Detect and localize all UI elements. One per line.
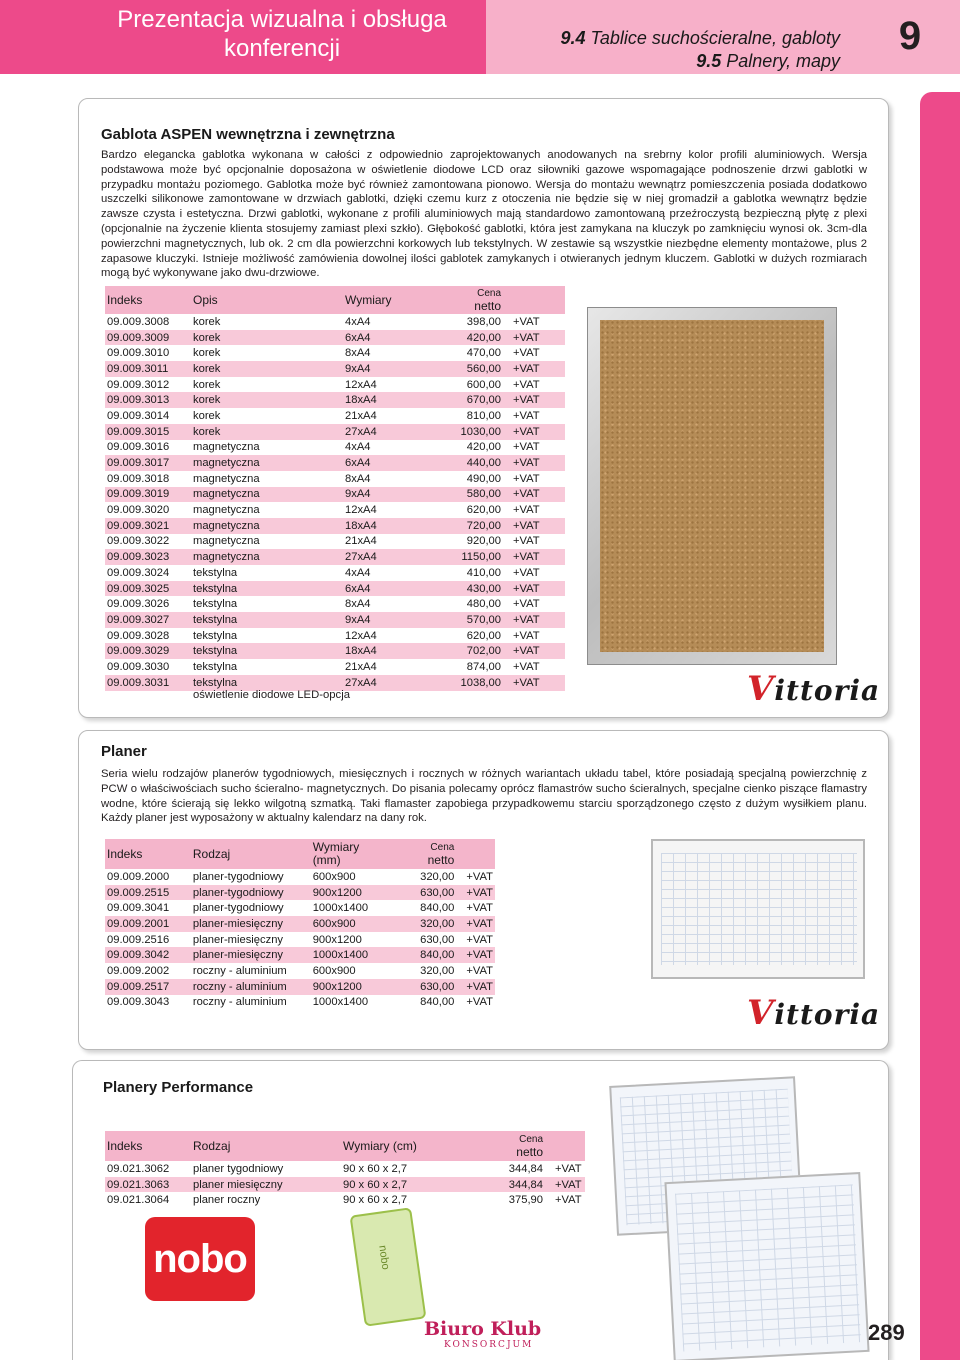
planner-grid xyxy=(675,1184,861,1351)
cork-surface xyxy=(600,320,824,652)
cell-desc: roczny - aluminium xyxy=(192,996,287,1009)
table-row xyxy=(105,487,565,503)
section-title xyxy=(96,5,468,63)
cell-idx: 09.009.2515 xyxy=(105,885,191,901)
cell-vat: +VAT xyxy=(503,392,565,408)
cell-size: 8xA4 xyxy=(345,347,371,360)
cell-size: 4xA4 xyxy=(345,315,371,328)
planer-price-table xyxy=(105,839,495,1010)
col-header-price-line1: Cena xyxy=(477,288,501,299)
cell-idx: 09.009.3024 xyxy=(107,566,170,579)
cell-desc: tekstylna xyxy=(191,581,343,597)
cell-idx: 09.009.3029 xyxy=(105,643,191,659)
col-header-index: Indeks xyxy=(105,1131,191,1161)
cell-vat: +VAT xyxy=(503,487,565,503)
vittoria-logo xyxy=(747,669,880,709)
col-header-vat xyxy=(503,286,565,314)
cell-price: 620,00 xyxy=(466,504,501,517)
cell-desc: korek xyxy=(193,378,221,391)
cell-idx: 09.009.3016 xyxy=(107,441,170,454)
cell-idx: 09.009.3014 xyxy=(107,409,170,422)
cell-idx: 09.009.3020 xyxy=(107,504,170,517)
cell-size: 27xA4 xyxy=(343,549,433,565)
table-row xyxy=(105,534,565,550)
cell-price: 560,00 xyxy=(433,361,503,377)
cell-idx: 09.009.3043 xyxy=(107,996,170,1009)
cell-idx: 09.021.3062 xyxy=(107,1162,170,1175)
planer-description: Seria wielu rodzajów planerów tygodniowych, miesięcznych i rocznych w różnych wariantach układu tabel, które posiadają specjalną powierzchnię z PCW o właściwościach sucho ścieralno- magnetycznych. Do pisania polecamy oprócz flamastrów sucho ścieralnych, specjalne cienko piszące flamastry wodne, które ścierają się lekko wilgotną szmatką. Taki flamaster zapobiega przypadkowemu starciu sporządzonego często z dużym wysiłkiem planu. Każdy planer jest wyposażony w aktualny kalendarz na dany rok. xyxy=(101,768,867,825)
cell-idx: 09.009.3017 xyxy=(105,455,191,471)
cell-size: 600x900 xyxy=(312,870,356,883)
performance-section xyxy=(72,1060,889,1360)
vittoria-logo xyxy=(747,993,880,1033)
col-header-size: Wymiary (cm) xyxy=(341,1131,471,1161)
cell-vat: +VAT xyxy=(466,933,493,946)
cell-size: 18xA4 xyxy=(343,392,433,408)
col-header-vat xyxy=(545,1131,585,1161)
cell-desc: tekstylna xyxy=(191,643,343,659)
subsection-number: 9.4 xyxy=(560,28,586,48)
cell-desc: korek xyxy=(191,330,343,346)
cell-vat: +VAT xyxy=(503,643,565,659)
cell-price: 810,00 xyxy=(466,409,501,422)
cell-vat: +VAT xyxy=(513,629,540,642)
cell-desc: tekstylna xyxy=(193,566,238,579)
cell-desc: tekstylna xyxy=(191,612,343,628)
table-header-row xyxy=(105,1131,585,1161)
cell-price: 840,00 xyxy=(420,996,455,1009)
cell-vat: +VAT xyxy=(503,424,565,440)
cell-desc: korek xyxy=(193,409,221,422)
cell-idx: 09.009.2000 xyxy=(107,870,170,883)
planer-board-image xyxy=(651,839,865,979)
table-row xyxy=(105,947,495,963)
cell-size: 18xA4 xyxy=(343,643,433,659)
cell-idx: 09.009.3031 xyxy=(105,675,191,691)
cell-size: 12xA4 xyxy=(345,378,377,391)
table-row xyxy=(105,995,495,1011)
cell-vat: +VAT xyxy=(503,455,565,471)
table-row xyxy=(105,979,495,995)
cell-vat: +VAT xyxy=(513,409,540,422)
cell-size: 6xA4 xyxy=(343,581,433,597)
cell-desc: tekstylna xyxy=(193,629,238,642)
table-row xyxy=(105,518,565,534)
cell-price: 720,00 xyxy=(433,518,503,534)
cell-idx: 09.021.3063 xyxy=(105,1177,191,1193)
cell-price: 580,00 xyxy=(433,487,503,503)
cell-desc: magnetyczna xyxy=(193,441,260,454)
cell-vat: +VAT xyxy=(513,472,540,485)
cell-price: 620,00 xyxy=(466,629,501,642)
cell-price: 320,00 xyxy=(402,916,456,932)
cell-idx: 09.009.3023 xyxy=(105,549,191,565)
cell-desc: magnetyczna xyxy=(191,549,343,565)
table-row xyxy=(105,377,565,393)
col-header-price-line2: netto xyxy=(474,299,501,313)
cell-vat: +VAT xyxy=(503,675,565,691)
cell-idx: 09.009.3015 xyxy=(105,424,191,440)
cell-vat: +VAT xyxy=(513,347,540,360)
table-header-row xyxy=(105,839,495,869)
aspen-price-table xyxy=(105,286,565,691)
cell-idx: 09.009.3008 xyxy=(107,315,170,328)
cell-price: 670,00 xyxy=(433,392,503,408)
cell-vat: +VAT xyxy=(513,441,540,454)
cell-idx: 09.009.3026 xyxy=(107,598,170,611)
cell-desc: planer miesięczny xyxy=(191,1177,341,1193)
cell-price: 630,00 xyxy=(420,933,455,946)
cell-idx: 09.009.3028 xyxy=(107,629,170,642)
biuro-klub-logo xyxy=(424,1318,541,1350)
cell-desc: magnetyczna xyxy=(193,535,260,548)
cell-size: 1000x1400 xyxy=(312,996,369,1009)
table-row xyxy=(105,392,565,408)
col-header-kind: Rodzaj xyxy=(191,1131,341,1161)
cell-idx: 09.009.3042 xyxy=(105,947,191,963)
cell-price: 490,00 xyxy=(466,472,501,485)
planer-section xyxy=(78,730,889,1050)
col-header-size-line1: Wymiary xyxy=(312,840,360,854)
cell-desc: planer roczny xyxy=(193,1194,261,1207)
cell-desc: magnetyczna xyxy=(191,487,343,503)
col-header-price-line2: netto xyxy=(516,1145,543,1159)
cell-desc: magnetyczna xyxy=(191,518,343,534)
cell-vat: +VAT xyxy=(513,598,540,611)
cell-size: 9xA4 xyxy=(343,487,433,503)
performance-price-table xyxy=(105,1131,585,1208)
cell-price: 375,90 xyxy=(508,1194,543,1207)
biuro-klub-subline: KONSORCJUM xyxy=(444,1340,534,1350)
cell-desc: magnetyczna xyxy=(191,455,343,471)
cell-price: 874,00 xyxy=(466,660,501,673)
table-row xyxy=(105,885,495,901)
cell-size: 12xA4 xyxy=(345,629,377,642)
col-header-size xyxy=(311,839,403,869)
table-row xyxy=(105,581,565,597)
cell-price: 630,00 xyxy=(402,979,456,995)
marker-eraser-image xyxy=(350,1207,427,1327)
cell-vat: +VAT xyxy=(503,330,565,346)
cell-size: 4xA4 xyxy=(345,566,371,579)
chapter-number: 9 xyxy=(898,14,922,58)
cell-vat: +VAT xyxy=(503,361,565,377)
cell-size: 900x1200 xyxy=(312,933,362,946)
cell-desc: tekstylna xyxy=(193,660,238,673)
cell-idx: 09.009.3022 xyxy=(107,535,170,548)
cell-idx: 09.009.2001 xyxy=(105,916,191,932)
table-row xyxy=(105,314,565,330)
cell-desc: magnetyczna xyxy=(193,472,260,485)
vittoria-mark: V xyxy=(747,669,775,709)
performance-planner-image-2 xyxy=(664,1172,869,1360)
nobo-logo: nobo xyxy=(145,1217,255,1301)
col-header-size-line2: (mm) xyxy=(312,853,341,867)
cell-vat: +VAT xyxy=(513,566,540,579)
col-header-index: Indeks xyxy=(105,839,191,869)
vittoria-mark: V xyxy=(747,993,775,1033)
cell-price: 1150,00 xyxy=(433,549,503,565)
cell-idx: 09.009.2517 xyxy=(105,979,191,995)
col-header-size: Wymiary xyxy=(343,286,433,314)
cell-price: 320,00 xyxy=(420,870,455,883)
cell-size: 9xA4 xyxy=(343,612,433,628)
cell-price: 1038,00 xyxy=(433,675,503,691)
table-row xyxy=(105,424,565,440)
cell-size: 12xA4 xyxy=(345,504,377,517)
cell-vat: +VAT xyxy=(555,1194,582,1207)
cell-vat: +VAT xyxy=(456,885,495,901)
table-row xyxy=(105,659,565,675)
cell-desc: korek xyxy=(193,347,221,360)
aspen-led-note: oświetlenie diodowe LED-opcja xyxy=(193,689,350,701)
cell-price: 430,00 xyxy=(433,581,503,597)
cell-desc: korek xyxy=(191,424,343,440)
cell-price: 420,00 xyxy=(433,330,503,346)
cell-size: 600x900 xyxy=(311,916,403,932)
cell-vat: +VAT xyxy=(555,1162,582,1175)
cell-vat: +VAT xyxy=(466,996,493,1009)
cell-idx: 09.009.3013 xyxy=(105,392,191,408)
table-row xyxy=(105,1161,585,1177)
cell-vat: +VAT xyxy=(503,612,565,628)
aspen-cork-board-image xyxy=(587,307,837,665)
cell-size: 9xA4 xyxy=(343,361,433,377)
cell-price: 1030,00 xyxy=(433,424,503,440)
planer-title: Planer xyxy=(101,743,147,760)
col-header-price-line1: Cena xyxy=(519,1134,543,1145)
section-title-block xyxy=(0,0,486,74)
table-row xyxy=(105,471,565,487)
subsection-label: Palnery, mapy xyxy=(721,51,840,71)
subsection-label: Tablice suchościeralne, gabloty xyxy=(585,28,840,48)
table-row xyxy=(105,869,495,885)
planer-grid xyxy=(661,853,857,965)
cell-vat: +VAT xyxy=(456,916,495,932)
table-row xyxy=(105,455,565,471)
cell-price: 570,00 xyxy=(433,612,503,628)
cell-price: 480,00 xyxy=(466,598,501,611)
table-row xyxy=(105,643,565,659)
col-header-vat xyxy=(456,839,495,869)
cell-vat: +VAT xyxy=(545,1177,585,1193)
cell-size: 900x1200 xyxy=(311,979,403,995)
cell-idx: 09.009.3019 xyxy=(105,487,191,503)
cell-idx: 09.009.2002 xyxy=(107,964,170,977)
table-row xyxy=(105,565,565,581)
cell-idx: 09.009.3010 xyxy=(107,347,170,360)
cell-size: 8xA4 xyxy=(345,472,371,485)
vittoria-wordmark: ittoria xyxy=(774,998,881,1031)
page-number: 289 xyxy=(868,1320,905,1345)
section-title-line1: Prezentacja wizualna i obsługa xyxy=(117,6,447,33)
cell-size: 21xA4 xyxy=(345,660,377,673)
table-row xyxy=(105,1192,585,1208)
cell-size: 6xA4 xyxy=(343,330,433,346)
biuro-klub-wordmark: Biuro Klub xyxy=(424,1318,542,1340)
table-row xyxy=(105,361,565,377)
cell-idx: 09.009.3041 xyxy=(107,902,170,915)
cell-price: 344,84 xyxy=(471,1177,545,1193)
table-row xyxy=(105,612,565,628)
cell-vat: +VAT xyxy=(513,315,540,328)
cell-size: 900x1200 xyxy=(311,885,403,901)
cell-idx: 09.009.3027 xyxy=(105,612,191,628)
table-row xyxy=(105,1177,585,1193)
col-header-desc: Opis xyxy=(191,286,343,314)
col-header-price-line2: netto xyxy=(427,853,455,867)
cell-vat: +VAT xyxy=(466,964,493,977)
cell-desc: korek xyxy=(191,392,343,408)
cell-vat: +VAT xyxy=(466,870,493,883)
cell-price: 344,84 xyxy=(508,1162,543,1175)
cell-desc: magnetyczna xyxy=(193,504,260,517)
cell-idx: 09.009.3011 xyxy=(105,361,191,377)
cell-price: 840,00 xyxy=(420,902,455,915)
aspen-section xyxy=(78,98,889,718)
cell-desc: planer-miesięczny xyxy=(191,916,311,932)
cell-price: 600,00 xyxy=(466,378,501,391)
table-row xyxy=(105,963,495,979)
table-row xyxy=(105,628,565,644)
cell-desc: roczny - aluminium xyxy=(192,964,287,977)
cell-size: 18xA4 xyxy=(343,518,433,534)
col-header-kind: Rodzaj xyxy=(191,839,311,869)
cell-size: 6xA4 xyxy=(343,455,433,471)
cell-size: 90 x 60 x 2,7 xyxy=(341,1177,471,1193)
cell-desc: planer-miesięczny xyxy=(191,947,311,963)
col-header-price-line1: Cena xyxy=(430,842,455,853)
cell-desc: tekstylna xyxy=(193,598,238,611)
cell-size: 90 x 60 x 2,7 xyxy=(343,1162,408,1175)
cell-price: 840,00 xyxy=(402,947,456,963)
section-title-line2: konferencji xyxy=(223,35,341,62)
cell-desc: korek xyxy=(191,361,343,377)
cell-size: 8xA4 xyxy=(345,598,371,611)
cell-idx: 09.009.3009 xyxy=(105,330,191,346)
cell-desc: planer-tygodniowy xyxy=(191,885,311,901)
cell-vat: +VAT xyxy=(513,378,540,391)
cell-desc: planer-tygodniowy xyxy=(192,870,284,883)
page-header xyxy=(0,0,960,78)
table-row xyxy=(105,549,565,565)
col-header-index: Indeks xyxy=(105,286,191,314)
cell-price: 702,00 xyxy=(433,643,503,659)
table-row xyxy=(105,330,565,346)
table-row xyxy=(105,345,565,361)
cell-idx: 09.009.3018 xyxy=(107,472,170,485)
cell-price: 920,00 xyxy=(466,535,501,548)
cell-vat: +VAT xyxy=(503,518,565,534)
table-row xyxy=(105,932,495,948)
cell-idx: 09.009.3025 xyxy=(105,581,191,597)
cell-idx: 09.021.3064 xyxy=(107,1194,170,1207)
cell-vat: +VAT xyxy=(503,549,565,565)
subsection-9-5 xyxy=(696,51,840,72)
cell-price: 630,00 xyxy=(402,885,456,901)
cell-size: 90 x 60 x 2,7 xyxy=(343,1194,408,1207)
cell-size: 4xA4 xyxy=(345,441,371,454)
cell-size: 27xA4 xyxy=(343,424,433,440)
cell-size: 21xA4 xyxy=(345,535,377,548)
cell-price: 398,00 xyxy=(466,315,501,328)
side-color-bar xyxy=(920,92,960,1360)
cell-size: 1000x1400 xyxy=(311,947,403,963)
table-row xyxy=(105,440,565,456)
subsection-number: 9.5 xyxy=(696,51,722,71)
cell-desc: tekstylna xyxy=(191,675,343,691)
cell-vat: +VAT xyxy=(466,902,493,915)
cell-size: 1000x1400 xyxy=(312,902,369,915)
cell-size: 600x900 xyxy=(312,964,356,977)
cell-price: 440,00 xyxy=(433,455,503,471)
table-row xyxy=(105,502,565,518)
table-row xyxy=(105,408,565,424)
cell-idx: 09.009.3030 xyxy=(107,660,170,673)
cell-price: 410,00 xyxy=(466,566,501,579)
marker-label: nobo xyxy=(376,1244,392,1271)
cell-vat: +VAT xyxy=(513,660,540,673)
aspen-title: Gablota ASPEN wewnętrzna i zewnętrzna xyxy=(101,126,395,143)
table-row xyxy=(105,916,495,932)
cell-idx: 09.009.3021 xyxy=(105,518,191,534)
col-header-price xyxy=(433,286,503,314)
subsection-9-4 xyxy=(560,28,840,49)
cell-desc: planer-tygodniowy xyxy=(192,902,284,915)
table-row xyxy=(105,900,495,916)
cell-size: 21xA4 xyxy=(345,409,377,422)
cell-desc: korek xyxy=(193,315,221,328)
cell-vat: +VAT xyxy=(513,504,540,517)
cell-idx: 09.009.2516 xyxy=(107,933,170,946)
cell-vat: +VAT xyxy=(456,979,495,995)
cell-price: 470,00 xyxy=(466,347,501,360)
cell-vat: +VAT xyxy=(503,581,565,597)
vittoria-wordmark: ittoria xyxy=(774,674,881,707)
table-row xyxy=(105,596,565,612)
cell-desc: roczny - aluminium xyxy=(191,979,311,995)
cell-price: 420,00 xyxy=(466,441,501,454)
cell-size: 27xA4 xyxy=(343,675,433,691)
cell-vat: +VAT xyxy=(456,947,495,963)
table-header-row xyxy=(105,286,565,314)
cell-price: 320,00 xyxy=(420,964,455,977)
cell-desc: planer tygodniowy xyxy=(193,1162,284,1175)
performance-title: Planery Performance xyxy=(103,1079,254,1096)
cell-vat: +VAT xyxy=(513,535,540,548)
cell-desc: planer-miesięczny xyxy=(192,933,284,946)
col-header-price xyxy=(402,839,456,869)
aspen-description: Bardzo elegancka gablotka wykonana w całości z odpowiednio zaprojektowanych anodowanych na srebrny kolor profili aluminiowych. Wersja podstawowa może być opcjonalnie doposażona w oświetlenie diodowe LCD oraz siłowniki gazowe wspomagające podnoszenie drzwi gablotki w przypadku montażu poziomego. Gablotka może być również zamontowana pionowo. Wersja do montażu wewnątrz pomieszczenia posiada dodatkowo uszczelki silikonowe zamontowane w drzwiach gablotki, dzięki czemu kurz z otoczenia nie będzie się w niej gromadził a gablotka wewnątrz będzie zawsze czysta i estetyczna. Drzwi gablotki, wykonane z profili aluminiowych mają standardowo zamontowaną przeźroczystą bezpieczną płytę z plexi (opcjonalnie na życzenie klienta stosujemy zamiast plexi szkło). Głębokość gablotki, która jest zamykana na kluczyk po zamknięciu wynosi ok. 3cm-dla powierzchni magnetycznych, lub ok. 2 cm dla powierzchni korkowych lub tekstylnych. W zestawie są wszystkie niezbędne elementy montażowe, plus 2 zapasowe kluczyki. Istnieje możliwość zamówienia dowolnej ilości gablotek zamykanych i otwieranych jednym kluczem. Gablotki w dużych rozmiarach mogą być wykonywane jako dwu-drzwiowe. xyxy=(101,149,867,280)
col-header-price xyxy=(471,1131,545,1161)
cell-idx: 09.009.3012 xyxy=(107,378,170,391)
